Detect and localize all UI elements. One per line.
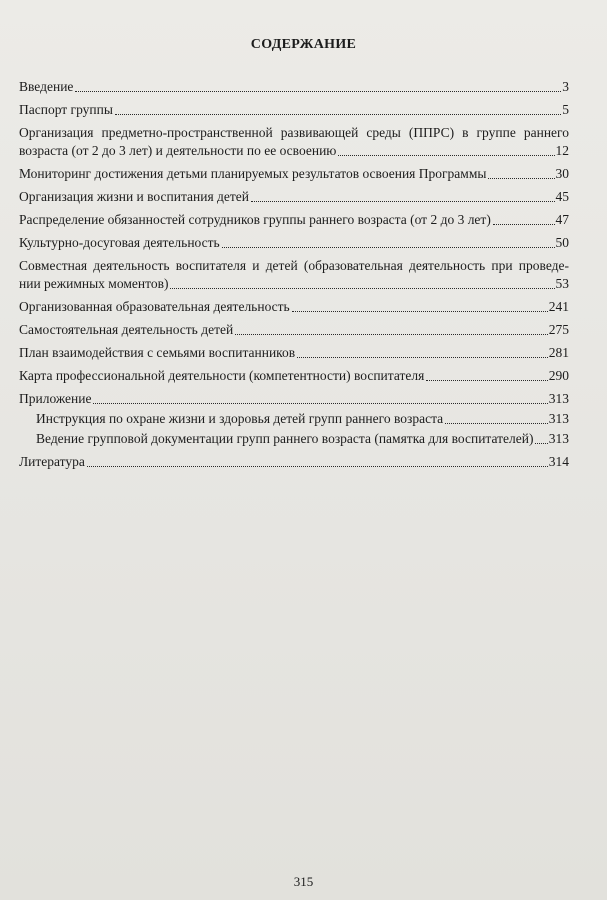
toc-entry-family-plan [19,344,569,362]
toc-entry-page: 3 [562,79,569,94]
dot-leader [292,311,548,312]
dot-leader [297,357,548,358]
toc-entry-page: 30 [555,166,569,181]
toc-entry-cultural-leisure [19,234,569,252]
dot-leader [222,247,555,248]
toc-entry-text: нии режимных моментов) [19,276,169,291]
toc-entry-text-line1: Совместная деятельность воспитателя и детей (образовательная деятельность при проведе- [19,258,569,273]
dot-leader [251,201,554,202]
toc-entry-text-line1: Организация предметно-пространственной развивающей среды (ППРС) в группе раннего [19,125,569,140]
toc-entry-staff-duties [19,211,569,229]
dot-leader [93,403,547,404]
toc-entry-text: Литература [19,454,85,469]
toc-entry-group-passport [19,101,569,119]
toc-entry-page: 275 [548,322,569,337]
dot-leader [535,443,547,444]
toc-entry-page: 50 [555,235,569,250]
toc-entry-page: 313 [548,431,569,446]
toc-entry-page: 5 [562,102,569,117]
dot-leader [75,91,561,92]
toc-entry-page: 313 [548,411,569,426]
toc-entry-page: 47 [555,212,569,227]
toc-entry-text: Самостоятельная деятельность детей [19,322,234,337]
toc-entry-joint-activity [19,257,569,293]
toc-entry-monitoring [19,165,569,183]
dot-leader [338,155,554,156]
dot-leader [493,224,555,225]
dot-leader [87,466,548,467]
toc-entry-appendix [19,390,569,408]
toc-entry-text: Культурно-досуговая деятельность [19,235,220,250]
toc-entry-text: Распределение обязанностей сотрудников группы раннего возраста (от 2 до 3 лет) [19,212,491,227]
toc-entry-independent-activity [19,321,569,339]
toc-entry-introduction [19,78,569,96]
toc-entry-text: возраста (от 2 до 3 лет) и деятельности по ее освоению [19,143,337,158]
toc-entry-page: 241 [548,299,569,314]
dot-leader [488,178,554,179]
toc-entry-page: 53 [555,276,569,291]
dot-leader [115,114,561,115]
toc-entry-competence-map [19,367,569,385]
toc-entry-literature [19,453,569,471]
toc-entry-group-documentation [19,430,569,448]
table-of-contents [19,78,569,471]
toc-entry-page: 313 [548,391,569,406]
toc-entry-text: Введение [19,79,74,94]
toc-entry-life-organization [19,188,569,206]
toc-entry-page: 12 [555,143,569,158]
toc-entry-text: Приложение [19,391,92,406]
dot-leader [170,288,554,289]
toc-entry-text: Мониторинг достижения детьми планируемых результатов освоения Программы [19,166,487,181]
toc-entry-text: План взаимодействия с семьями воспитанников [19,345,296,360]
toc-entry-text: Ведение групповой документации групп раннего возраста (памятка для воспитателей) [36,431,534,446]
page-number: 315 [293,874,314,889]
toc-entry-text: Организованная образовательная деятельность [19,299,290,314]
dot-leader [235,334,548,335]
toc-entry-page: 281 [548,345,569,360]
toc-entry-safety-instruction [19,410,569,428]
dot-leader [426,380,547,381]
toc-entry-page: 314 [548,454,569,469]
toc-entry-text: Карта профессиональной деятельности (компетентности) воспитателя [19,368,425,383]
toc-entry-text: Паспорт группы [19,102,113,117]
toc-title: СОДЕРЖАНИЕ [250,37,357,52]
dot-leader [445,423,548,424]
toc-entry-organized-education [19,298,569,316]
toc-entry-ppr-environment [19,124,569,160]
toc-entry-page: 290 [548,368,569,383]
toc-entry-page: 45 [555,189,569,204]
toc-entry-text: Организация жизни и воспитания детей [19,189,250,204]
toc-entry-text: Инструкция по охране жизни и здоровья детей групп раннего возраста [36,411,444,426]
